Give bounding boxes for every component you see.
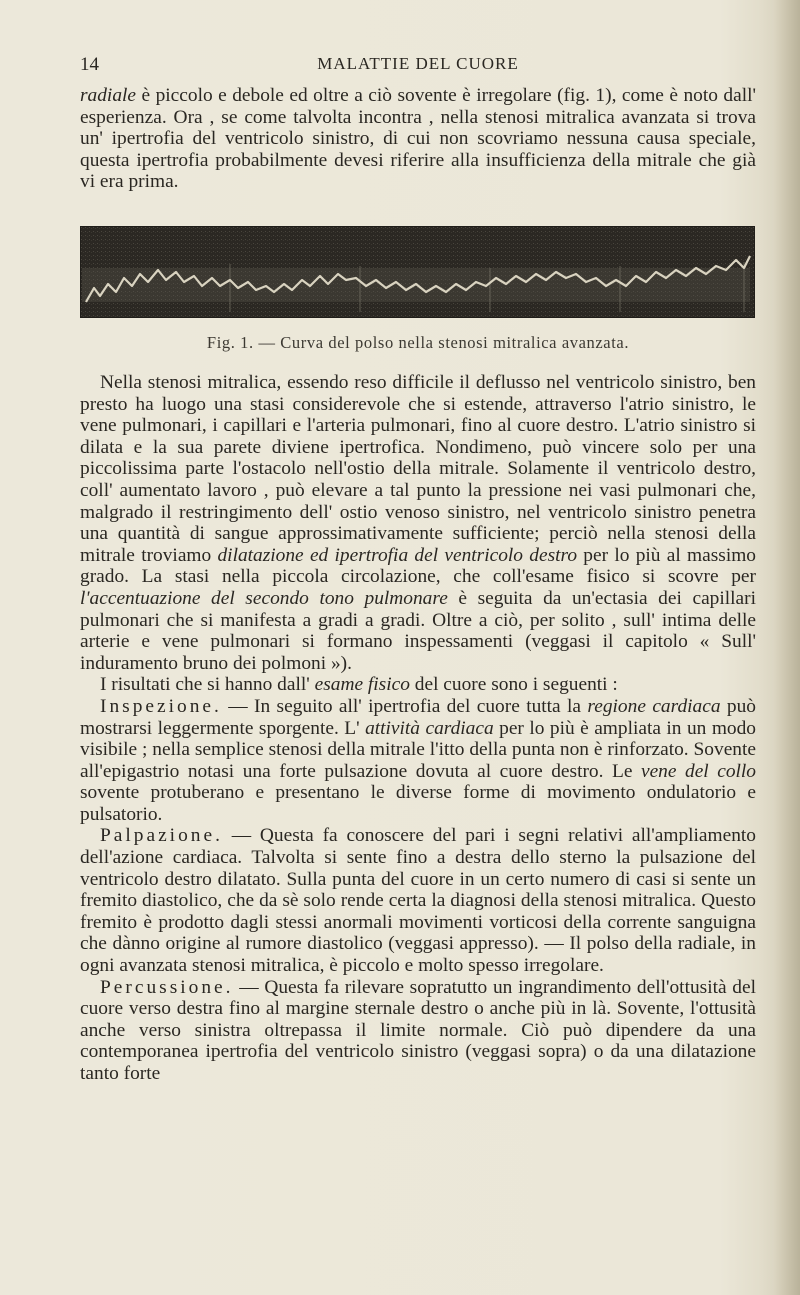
text-span: è seguita da un'ectasia dei capillari pulmonari che si manifesta a gradi a gradi. Oltre a ciò, per solito , sull' intima delle arterie e vene pulmonari si formano inspessamenti (veggasi il capitolo « Sull' induramento bruno dei polmoni »). (80, 587, 756, 674)
text-span: — Questa fa rilevare sopratutto un ingrandimento dell'ottusità del cuore verso destra fino al margine sternale destro o anche più in là. Sovente, l'ottusità anche verso sinistra oltrepassa il limite normale. Ciò può dipendere da una contemporanea ipertrofia del ventricolo sinistro (veggasi sopra) o da una dilatazione tanto forte (80, 976, 756, 1084)
page-header (80, 54, 756, 78)
text-span: I risultati che si hanno dall' (100, 674, 315, 696)
main-text (80, 372, 756, 1085)
text-span: — Questa fa conoscere del pari i segni relativi all'ampliamento dell'azione cardiaca. Talvolta si sente fino a destra dello sterno la pulsazione del ventricolo destro dilatato. Sulla punta del cuore in un certo numero di casi si sente un fremito diastolico, che da sè solo rende certa la diagnosi della stenosi mitralica. Questo fremito è prodotto dagli stessi anormali movimenti vorticosi della corrente sanguigna che dànno origine al rumore diastolico (veggasi appresso). — Il polso della radiale, in ogni avanzata stenosi mitralica, è piccolo e molto spesso irregolare. (80, 825, 756, 977)
figure-caption: Fig. 1. — Curva del polso nella stenosi mitralica avanzata. (206, 333, 630, 352)
page-number: 14 (80, 54, 99, 75)
text-span: — In seguito all' ipertrofia del cuore tutta la (221, 695, 588, 717)
paragraph-percussione (80, 977, 756, 1085)
section-term: Inspezione. (100, 695, 222, 717)
italic-term: attività cardiaca (365, 717, 494, 739)
text-span: sovente protuberano e presentano le diverse forme di movimento ondulatorio e pulsatorio. (80, 782, 756, 825)
text-span: per lo più al massimo grado. La stasi nella piccola circolazione, che coll'esame fisico si scovre per (80, 544, 756, 588)
text-span: per lo più è ampliata in un modo visibile ; nella semplice stenosi della mitrale l'itto della punta non è rinforzato. Sovente all'epigastrio notasi una forte pulsazione dovuta al cuore destro. Le (80, 717, 756, 782)
page-edge (774, 0, 800, 1295)
text-span: può mostrarsi leggermente sporgente. L' (80, 695, 756, 739)
running-head: MALATTIE DEL CUORE (317, 54, 519, 73)
text-span: è piccolo e debole ed oltre a ciò sovente è irregolare (fig. 1), come è noto dall' esperienza. Ora , se come talvolta incontra , nella stenosi mitralica avanzata si trova un' ipertrofia del ventricolo sinistro, di cui non scovriamo nessuna causa speciale, questa ipertrofia probabilmente devesi riferire alla insufficienza della mitrale che già vi era prima. (80, 85, 756, 193)
italic-term: esame fisico (314, 674, 410, 696)
text-span: del cuore sono i seguenti : (409, 674, 618, 696)
italic-term: regione cardiaca (587, 695, 721, 717)
section-term: Percussione. (100, 976, 234, 998)
italic-term: radiale (80, 85, 137, 106)
pulse-curve-image (80, 226, 755, 318)
italic-term: vene del collo (640, 760, 756, 782)
text-span: Nella stenosi mitralica, essendo reso difficile il deflusso nel ventricolo sinistro, ben presto ha luogo una stasi considerevole che si estende, attraverso l'atrio sinistro, le vene pulmonari, i capillari e l'arteria pulmonari, fino al cuore destro. L'atrio sinistro si dilata e la sua parete diviene ipertrofica. Nondimeno, può vincere solo per una piccolissima parte l'ostacolo nell'ostio della mitrale. Solamente il ventricolo destro, coll' aumentato lavoro , può elevare a tal punto la pressione nei vasi pulmonari che, malgrado il restringimento dell' ostio venoso sinistro, nel ventricolo sinistro penetra una quantità di sangue approssimativamente sufficiente; perciò nella stenosi della mitrale troviamo (80, 372, 756, 566)
paragraph-1 (80, 85, 756, 193)
paragraph-inspezione (80, 696, 756, 826)
section-term: Palpazione. (100, 825, 223, 847)
italic-term: l'accentuazione del secondo tono pulmonare (80, 587, 448, 609)
pulse-curve-figure (80, 226, 755, 318)
paragraph-3 (80, 674, 756, 696)
paragraph-2 (80, 372, 756, 674)
italic-term: dilatazione ed ipertrofia del ventricolo destro (217, 544, 578, 566)
paragraph-palpazione (80, 825, 756, 976)
